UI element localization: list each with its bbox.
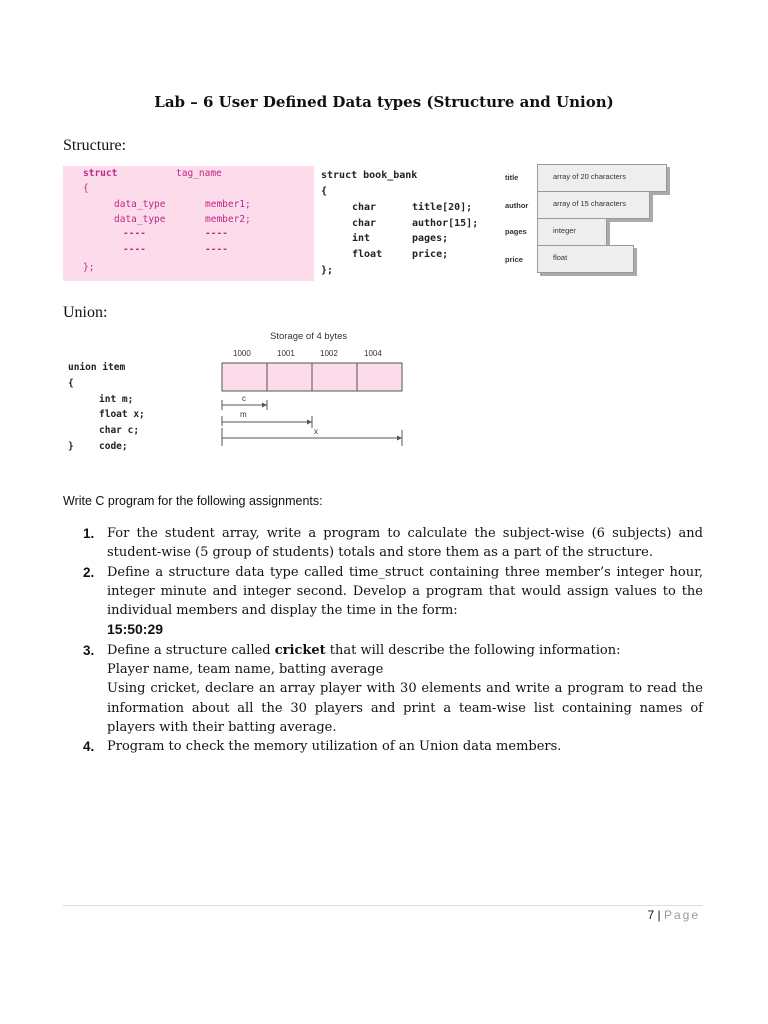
- book-bank-member: title[20];: [412, 202, 473, 213]
- struct-open-brace: {: [83, 183, 89, 194]
- union-variable: code;: [99, 441, 128, 452]
- memory-box-text: array of 15 characters: [553, 199, 626, 208]
- book-bank-type: int: [352, 233, 371, 244]
- book-bank-open-brace: {: [321, 186, 328, 197]
- assignments-intro: Write C program for the following assignments:: [63, 494, 323, 508]
- struct-dash: ----: [123, 244, 146, 255]
- assignment-number: 1.: [83, 526, 95, 541]
- memory-box: [537, 218, 607, 246]
- memory-label: title: [505, 173, 519, 182]
- byte-address: 1002: [320, 349, 338, 358]
- assignment-item: [83, 737, 703, 756]
- storage-svg: [218, 328, 413, 458]
- memory-box-text: float: [553, 253, 568, 262]
- book-bank-member: author[15];: [412, 218, 479, 229]
- time-format-example: 15:50:29: [107, 621, 164, 638]
- struct-type-1: data_type: [114, 199, 166, 210]
- x-arrowhead: [397, 436, 402, 441]
- marker-m: m: [240, 410, 247, 419]
- book-bank-member: price;: [412, 249, 449, 260]
- union-member: int m;: [99, 394, 134, 405]
- footer-separator: |: [657, 908, 661, 922]
- memory-box-text: array of 20 characters: [553, 172, 626, 181]
- assignment-number: 4.: [83, 739, 95, 755]
- memory-box: [537, 245, 634, 273]
- byte-address: 1000: [233, 349, 251, 358]
- struct-dash: ----: [205, 244, 228, 255]
- memory-label: author: [505, 201, 529, 210]
- assignment-item: [83, 641, 703, 737]
- page-number: 7: [647, 908, 655, 922]
- book-bank-type: float: [352, 249, 383, 260]
- union-member: float x;: [99, 409, 145, 420]
- assignment-number: 3.: [83, 642, 95, 658]
- memory-label: price: [505, 255, 523, 264]
- book-bank-header: struct book_bank: [321, 170, 418, 181]
- memory-box: [537, 164, 667, 192]
- book-bank-code: [318, 166, 488, 281]
- struct-dash: ----: [123, 228, 146, 239]
- struct-template-figure: [63, 166, 314, 281]
- struct-member-2: member2;: [205, 214, 251, 225]
- page-word: Page: [663, 908, 700, 922]
- byte-address: 1004: [364, 349, 382, 358]
- cricket-keyword: cricket: [274, 642, 326, 658]
- union-label: Union:: [63, 304, 108, 321]
- footer-divider: [63, 905, 703, 906]
- struct-memory-diagram: [495, 160, 685, 284]
- structure-label: Structure:: [63, 137, 127, 154]
- assignment-number: 2.: [83, 564, 95, 580]
- assignment-item: [83, 524, 703, 563]
- union-open-brace: {: [68, 378, 74, 389]
- storage-caption: Storage of 4 bytes: [270, 331, 348, 342]
- assignment-item: [83, 563, 703, 641]
- struct-dash: ----: [205, 228, 228, 239]
- assignment-text: Player name, team name, batting average: [107, 662, 384, 678]
- assignment-text: that will describe the following information:: [325, 642, 621, 658]
- book-bank-close: };: [321, 265, 334, 276]
- union-storage-diagram: [218, 328, 413, 458]
- marker-c: c: [242, 394, 246, 403]
- memory-label: pages: [505, 227, 527, 236]
- union-header: union item: [68, 362, 126, 373]
- memory-box: [537, 191, 650, 219]
- page-footer: [560, 908, 700, 922]
- union-item-code: [63, 358, 213, 458]
- struct-type-2: data_type: [114, 214, 166, 225]
- struct-keyword: struct: [83, 168, 118, 179]
- page-title: Lab – 6 User Defined Data types (Structure and Union): [154, 93, 614, 111]
- c-arrowhead: [262, 403, 267, 408]
- assignment-list: [83, 524, 703, 757]
- book-bank-type: char: [352, 218, 377, 229]
- struct-close-brace: };: [83, 262, 95, 273]
- assignment-text: Program to check the memory utilization of an Union data members.: [107, 739, 562, 755]
- struct-member-1: member1;: [205, 199, 251, 210]
- struct-tag-name: tag_name: [176, 168, 222, 179]
- assignment-text: For the student array, write a program to calculate the subject-wise (6 subjects) and student-wise (5 group of students) totals and store them as a part of the structure.: [107, 526, 703, 561]
- assignment-text: Using cricket, declare an array player with 30 elements and write a program to read the information about all the 30 players and print a team-wise list containing names of players with their batting average.: [107, 681, 703, 735]
- m-arrowhead: [307, 420, 312, 425]
- memory-box-text: integer: [553, 226, 576, 235]
- marker-x: x: [314, 427, 318, 436]
- union-close-brace: }: [68, 441, 74, 452]
- union-member: char c;: [99, 425, 140, 436]
- book-bank-member: pages;: [412, 233, 449, 244]
- assignment-text: Define a structure data type called time_struct containing three member’s integer hour, integer minute and integer second. Develop a program that would assign values to the individual members and display the time in the form:: [107, 564, 703, 619]
- book-bank-type: char: [352, 202, 377, 213]
- byte-address: 1001: [277, 349, 295, 358]
- assignment-text: Define a structure called: [107, 642, 275, 658]
